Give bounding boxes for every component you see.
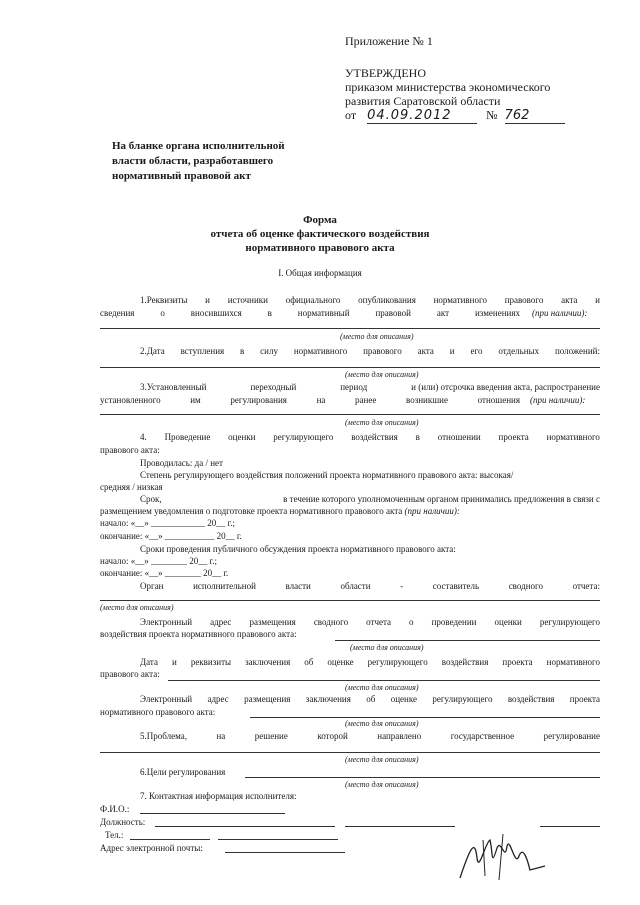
- word: его: [470, 346, 483, 356]
- word: акта: [417, 346, 434, 356]
- word: акта: [561, 295, 578, 305]
- word: регулирование: [543, 731, 600, 741]
- word: изменениях: [474, 308, 520, 318]
- word: проекта: [502, 657, 533, 667]
- word: проекта: [498, 432, 529, 442]
- word: Орган: [140, 581, 164, 591]
- word: и: [171, 657, 177, 667]
- conclusion-email-caption: (место для описания): [345, 719, 419, 728]
- order-line-1: приказом министерства экономического: [345, 80, 551, 94]
- word: 3.Установленный: [140, 382, 207, 392]
- word: воздействия: [351, 432, 398, 442]
- approved-label: УТВЕРЖДЕНО: [345, 66, 427, 80]
- word: 5.Проблема,: [140, 731, 187, 741]
- word: и: [449, 346, 455, 356]
- word: регулирующего: [539, 617, 600, 627]
- word: период: [340, 382, 368, 392]
- conclusion-line: [140, 657, 600, 667]
- organ-caption: (место для описания): [100, 603, 174, 612]
- word: об: [304, 657, 314, 667]
- item-5-fill-line: [100, 752, 600, 753]
- summary-email-line-2: воздействия проекта нормативного правового акта:: [100, 629, 297, 639]
- item-6-fill-line: [245, 777, 600, 778]
- word: вносившихся: [190, 308, 242, 318]
- word: на: [316, 395, 326, 405]
- item-2-fill-line: [100, 367, 600, 368]
- item-1-note: (при наличии):: [532, 308, 588, 318]
- word: решение: [254, 731, 288, 741]
- position-label: Должность:: [100, 817, 146, 827]
- conclusion-caption: (место для описания): [345, 683, 419, 692]
- item-3-note: (при наличии):: [530, 395, 586, 405]
- item-5-line: [140, 731, 600, 741]
- word: на: [216, 731, 226, 741]
- item-7: 7. Контактная информация исполнителя:: [140, 791, 297, 801]
- item-4-line-2: правового акта:: [100, 445, 160, 455]
- word: официального: [285, 295, 341, 305]
- word: власти: [285, 581, 311, 591]
- word: акт: [436, 308, 450, 318]
- blank-line-2: власти области, разработавшего: [112, 155, 274, 167]
- word: о: [409, 617, 414, 627]
- word: в: [240, 346, 245, 356]
- end-date-1: окончание: «__» ___________ 20__ г.: [100, 531, 242, 541]
- number-value: 762: [505, 108, 565, 124]
- date-value: 04.09.2012: [367, 108, 477, 124]
- item-4-degree-2: средняя / низкая: [100, 482, 163, 492]
- item-3-caption: (место для описания): [345, 418, 419, 427]
- organ-fill-line: [100, 600, 600, 601]
- word: регулирующего: [273, 432, 334, 442]
- start-date-1: начало: «__» ____________ 20__ г.;: [100, 518, 235, 528]
- word: Дата: [140, 657, 158, 667]
- word: реквизиты: [190, 657, 232, 667]
- end-date-2: окончание: «__» ________ 20__ г.: [100, 568, 229, 578]
- appendix-label: Приложение № 1: [345, 34, 433, 48]
- item-1-caption: (место для описания): [340, 332, 414, 341]
- word: воздействия: [507, 694, 555, 704]
- word: размещения: [244, 694, 291, 704]
- word: исполнительной: [193, 581, 256, 591]
- word: заключения: [245, 657, 291, 667]
- item-1-line-1: [140, 295, 600, 305]
- form-subtitle-2: нормативного правового акта: [245, 242, 395, 254]
- conclusion-email-line: [140, 694, 600, 704]
- word: оценки: [494, 617, 522, 627]
- order-line-2: развития Саратовской области: [345, 94, 501, 108]
- phone-fill: [130, 839, 210, 840]
- email-exec-fill: [225, 852, 345, 853]
- blank-line-1: На бланке органа исполнительной: [112, 140, 285, 152]
- word: и (или) отсрочка введения акта, распространение: [411, 382, 600, 392]
- fio-label: Ф.И.О.:: [100, 804, 130, 814]
- word: регулирующего: [367, 657, 428, 667]
- item-3-line-2: [100, 395, 520, 405]
- word: сводного: [508, 581, 543, 591]
- item-1-line-2: [100, 308, 520, 318]
- word: в: [415, 432, 420, 442]
- word: регулирования: [230, 395, 287, 405]
- word: проведении: [431, 617, 477, 627]
- word: составитель: [432, 581, 480, 591]
- word: 2.Дата: [140, 346, 165, 356]
- word: адрес: [210, 617, 232, 627]
- word: и: [205, 295, 210, 305]
- blank-line-3: нормативный правовой акт: [112, 170, 251, 182]
- fio-fill: [140, 813, 285, 814]
- word: отношении: [437, 432, 481, 442]
- word: проекта: [569, 694, 600, 704]
- word: которой: [317, 731, 348, 741]
- word: правовой: [375, 308, 411, 318]
- position-fill-2: [345, 826, 455, 827]
- order-date-row: [345, 108, 565, 124]
- form-title: Форма: [303, 214, 337, 226]
- organ-line: [140, 581, 600, 591]
- word: положений:: [554, 346, 600, 356]
- word: отдельных: [498, 346, 540, 356]
- word: заключения: [305, 694, 351, 704]
- item-1-fill-line: [100, 328, 600, 329]
- item-3-fill-line: [100, 414, 600, 415]
- public-discussion-title: Сроки проведения публичного обсуждения проекта нормативного правового акта:: [140, 544, 456, 554]
- word: Электронный: [140, 694, 193, 704]
- word: адрес: [207, 694, 229, 704]
- phone-label: Тел.:: [105, 830, 124, 840]
- summary-email-caption: (место для описания): [350, 643, 424, 652]
- conclusion-email-fill: [250, 717, 600, 718]
- section-general-info: I. Общая информация: [278, 268, 362, 278]
- word: отчета:: [572, 581, 600, 591]
- start-date-2: начало: «__» ________ 20__ г.;: [100, 556, 217, 566]
- word: правового: [363, 346, 402, 356]
- word: отчета: [366, 617, 392, 627]
- word: оценке: [327, 657, 354, 667]
- word: нормативного: [433, 295, 487, 305]
- word: регулирующего: [432, 694, 493, 704]
- word: об: [366, 694, 376, 704]
- word: направлено: [377, 731, 422, 741]
- item-5-caption: (место для описания): [345, 755, 419, 764]
- word: 1.Реквизиты: [140, 295, 188, 305]
- word: области: [340, 581, 371, 591]
- word: вступления: [180, 346, 225, 356]
- conclusion-fill: [168, 680, 600, 681]
- word: размещения: [249, 617, 296, 627]
- word: нормативного: [546, 657, 600, 667]
- position-fill: [155, 826, 335, 827]
- date-prefix: от: [345, 108, 357, 122]
- summary-email-line: [140, 617, 600, 627]
- word: 4.: [140, 432, 147, 442]
- conclusion-email-line-2: нормативного правового акта:: [100, 707, 216, 717]
- word: нормативного: [546, 432, 600, 442]
- item-2-caption: (место для описания): [345, 370, 419, 379]
- word: им: [190, 395, 201, 405]
- item-4-degree: Степень регулирующего воздействия положений проекта нормативного правового акта: высокая/: [140, 470, 514, 480]
- word: в: [267, 308, 272, 318]
- item-4-term: [140, 494, 600, 504]
- word: сведения: [100, 308, 135, 318]
- phone-fill-2: [218, 839, 338, 840]
- word: возникшие: [406, 395, 448, 405]
- word: оценки: [228, 432, 256, 442]
- word: установленного: [100, 395, 161, 405]
- email-exec-label: Адрес электронной почты:: [100, 843, 203, 853]
- word: воздействия: [441, 657, 489, 667]
- item-3-line-1: [140, 382, 600, 392]
- conclusion-line-2: правового акта:: [100, 669, 160, 679]
- item-4-line-1: [140, 432, 600, 442]
- word: оценке: [390, 694, 417, 704]
- position-fill-3: [540, 826, 600, 827]
- item-6: 6.Цели регулирования: [140, 767, 226, 777]
- item-4-held: Проводилась: да / нет: [140, 458, 223, 468]
- word: и: [595, 295, 600, 305]
- signature-icon: [455, 828, 565, 888]
- form-subtitle-1: отчета об оценке фактического воздействия: [210, 228, 430, 240]
- word: источники: [227, 295, 268, 305]
- word: силу: [260, 346, 278, 356]
- word: ранее: [355, 395, 377, 405]
- item-2-line: [140, 346, 600, 356]
- word: нормативный: [297, 308, 350, 318]
- word: правового: [504, 295, 544, 305]
- item-4-term-2: размещением уведомления о подготовке проекта нормативного правового акта (при наличии):: [100, 506, 460, 516]
- word: опубликования: [358, 295, 416, 305]
- word: в течение которого уполномоченным органом принимались предложения в связи с: [283, 494, 600, 504]
- word: Срок,: [140, 494, 162, 504]
- word: сводного: [313, 617, 349, 627]
- item-6-caption: (место для описания): [345, 780, 419, 789]
- word: Электронный: [140, 617, 193, 627]
- word: отношения: [477, 395, 520, 405]
- summary-email-fill: [335, 640, 600, 641]
- word: переходный: [250, 382, 297, 392]
- word: нормативного: [293, 346, 348, 356]
- word: о: [160, 308, 165, 318]
- word: Проведение: [164, 432, 211, 442]
- word: -: [400, 581, 404, 591]
- word: государственное: [450, 731, 515, 741]
- number-prefix: №: [486, 108, 498, 122]
